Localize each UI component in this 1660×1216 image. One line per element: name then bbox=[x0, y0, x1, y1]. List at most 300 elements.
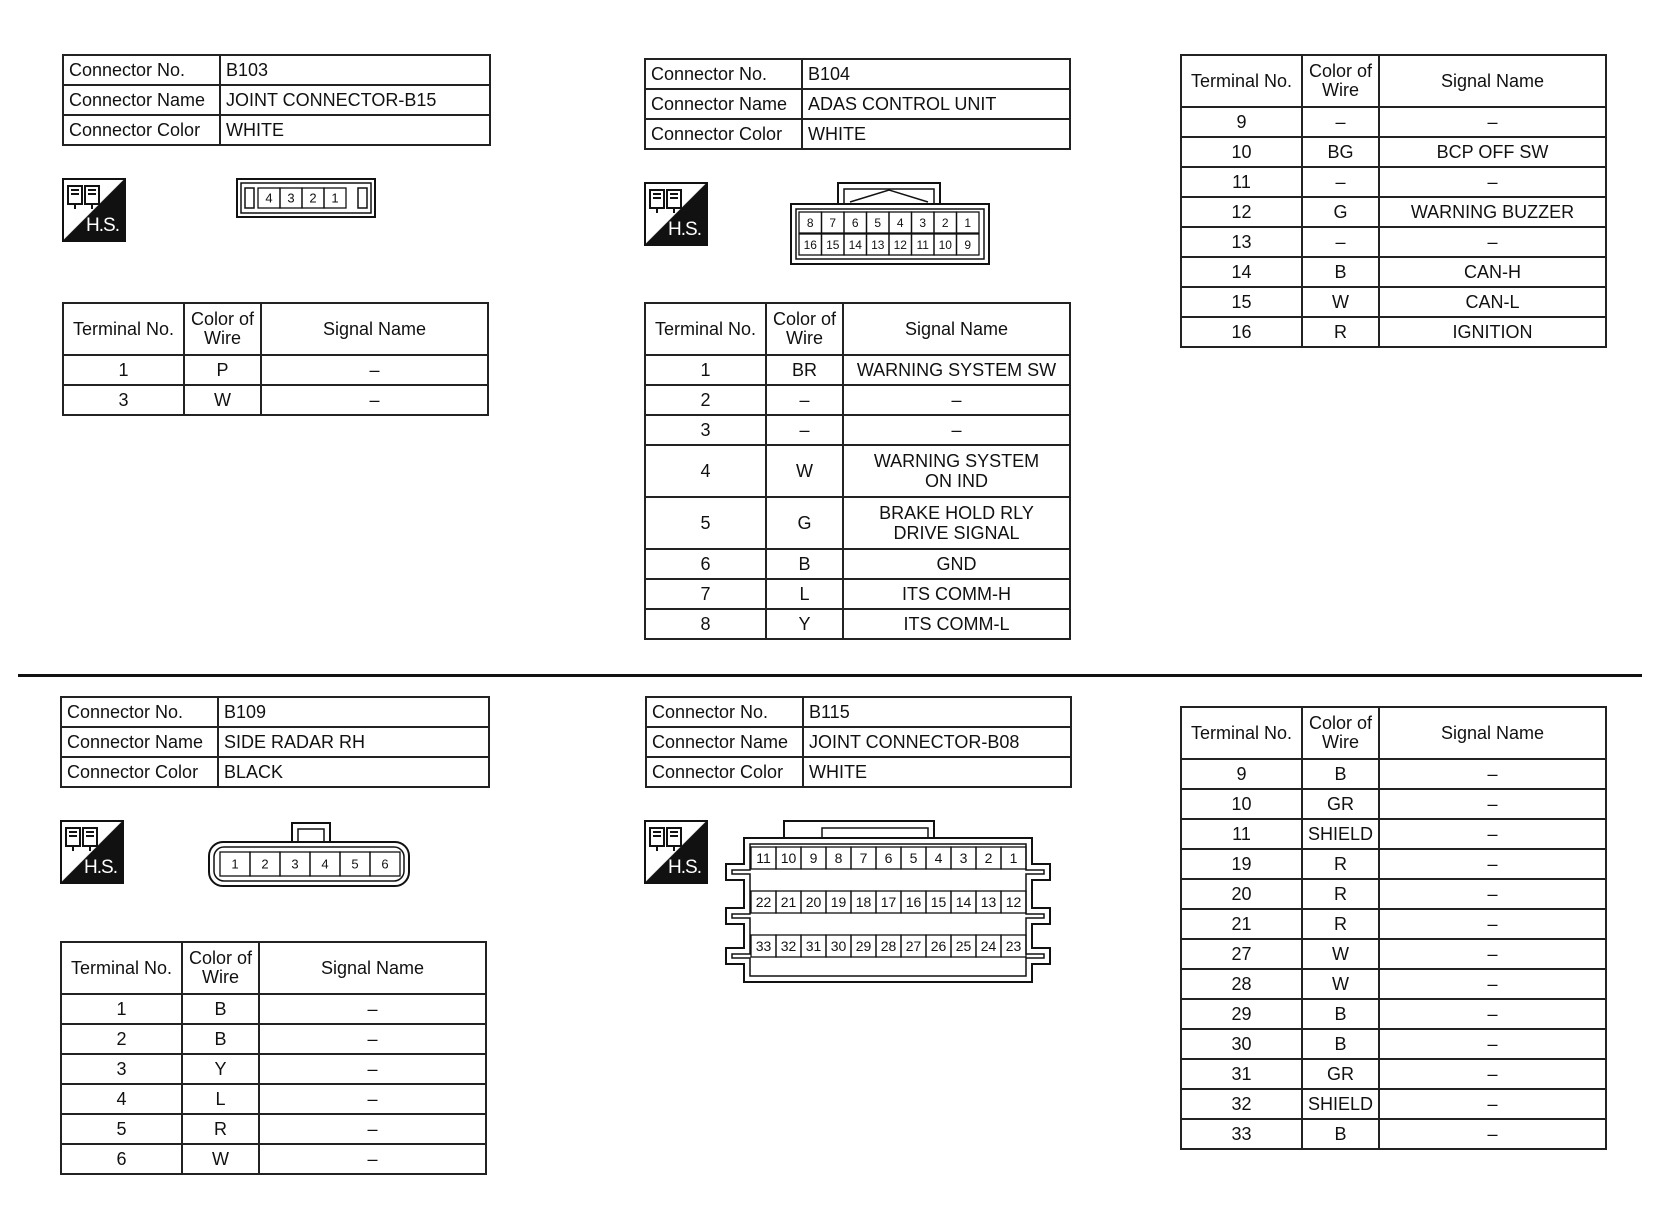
terminal-cell: 1 bbox=[63, 355, 184, 385]
table-row bbox=[1181, 999, 1606, 1029]
pin-number-label: 17 bbox=[880, 894, 897, 911]
signal-cell: – bbox=[1379, 107, 1606, 137]
signal-cell: IGNITION bbox=[1379, 317, 1606, 347]
wire-cell: W bbox=[1302, 287, 1379, 317]
signal-line2: DRIVE SIGNAL bbox=[893, 523, 1020, 543]
wire-cell: W bbox=[1302, 969, 1379, 999]
wire-cell: L bbox=[766, 579, 843, 609]
pin-number-label: 12 bbox=[893, 237, 907, 252]
color-of-wire-line1: Color of bbox=[1308, 713, 1373, 733]
pin-number-label: 15 bbox=[930, 894, 947, 911]
pin-number-label: 24 bbox=[980, 938, 997, 955]
hs-label: H.S. bbox=[668, 219, 701, 240]
pin-number-label: 8 bbox=[806, 215, 814, 230]
b103-connector-no-row bbox=[63, 55, 490, 85]
pin-number-label: 28 bbox=[880, 938, 897, 955]
connector-glyph-icon bbox=[65, 825, 101, 853]
color-of-wire-line2: Wire bbox=[1322, 80, 1359, 100]
table-row bbox=[1181, 849, 1606, 879]
pin-number-label: 7 bbox=[829, 215, 837, 230]
signal-cell: – bbox=[1379, 1059, 1606, 1089]
signal-cell bbox=[843, 497, 1070, 549]
terminal-cell: 4 bbox=[645, 445, 766, 497]
signal-cell: – bbox=[1379, 1119, 1606, 1149]
signal-cell: – bbox=[259, 1144, 486, 1174]
terminal-no-header: Terminal No. bbox=[61, 942, 182, 994]
pin-number-label: 4 bbox=[896, 215, 904, 230]
signal-cell: GND bbox=[843, 549, 1070, 579]
terminal-cell: 6 bbox=[645, 549, 766, 579]
table-row bbox=[645, 415, 1070, 445]
table-row bbox=[1181, 909, 1606, 939]
signal-cell: – bbox=[1379, 167, 1606, 197]
b109-connector-name: SIDE RADAR RH bbox=[218, 727, 489, 757]
connector-no-label: Connector No. bbox=[61, 697, 218, 727]
connector-color-label: Connector Color bbox=[645, 119, 802, 149]
terminal-cell: 3 bbox=[63, 385, 184, 415]
wire-cell: B bbox=[1302, 257, 1379, 287]
signal-cell: – bbox=[259, 1054, 486, 1084]
connector-no-label: Connector No. bbox=[646, 697, 803, 727]
terminal-no-header: Terminal No. bbox=[1181, 707, 1302, 759]
b109-info-table bbox=[60, 696, 490, 788]
pin-number-label: 2 bbox=[261, 856, 269, 872]
pin-number-label: 10 bbox=[780, 850, 797, 867]
table-row bbox=[1181, 969, 1606, 999]
terminal-no-header: Terminal No. bbox=[1181, 55, 1302, 107]
b104-terminal-table-continued bbox=[1180, 54, 1607, 348]
b109-connector-no: B109 bbox=[218, 697, 489, 727]
color-of-wire-header bbox=[1302, 55, 1379, 107]
pin-number-label: 10 bbox=[938, 237, 952, 252]
terminal-cell: 1 bbox=[61, 994, 182, 1024]
wire-cell: SHIELD bbox=[1302, 1089, 1379, 1119]
wire-cell: – bbox=[1302, 107, 1379, 137]
b115-connector-face bbox=[724, 820, 1052, 984]
b104-connector-name: ADAS CONTROL UNIT bbox=[802, 89, 1070, 119]
wire-cell: B bbox=[1302, 1029, 1379, 1059]
b109-harness-side-icon bbox=[60, 820, 124, 884]
signal-name-header: Signal Name bbox=[1379, 55, 1606, 107]
terminal-cell: 10 bbox=[1181, 137, 1302, 167]
b115-connector-no: B115 bbox=[803, 697, 1071, 727]
table-row bbox=[645, 609, 1070, 639]
connector-color-label: Connector Color bbox=[646, 757, 803, 787]
signal-name-header: Signal Name bbox=[261, 303, 488, 355]
color-of-wire-line2: Wire bbox=[202, 967, 239, 987]
signal-cell: – bbox=[1379, 227, 1606, 257]
terminal-cell: 10 bbox=[1181, 789, 1302, 819]
pin-number-label: 29 bbox=[855, 938, 872, 955]
signal-cell: – bbox=[259, 1024, 486, 1054]
b103-connector-face bbox=[236, 178, 376, 218]
wire-cell: L bbox=[182, 1084, 259, 1114]
color-of-wire-line1: Color of bbox=[188, 948, 253, 968]
terminal-cell: 13 bbox=[1181, 227, 1302, 257]
table-row bbox=[1181, 819, 1606, 849]
signal-name-header: Signal Name bbox=[1379, 707, 1606, 759]
signal-cell: ITS COMM-H bbox=[843, 579, 1070, 609]
signal-cell: – bbox=[1379, 819, 1606, 849]
color-of-wire-line2: Wire bbox=[1322, 732, 1359, 752]
wire-cell: R bbox=[1302, 909, 1379, 939]
pin-number-label: 6 bbox=[884, 850, 893, 867]
table-row bbox=[645, 445, 1070, 497]
b104-terminal-table bbox=[644, 302, 1071, 640]
pin-number-label: 18 bbox=[855, 894, 872, 911]
wire-cell: SHIELD bbox=[1302, 819, 1379, 849]
terminal-no-header: Terminal No. bbox=[645, 303, 766, 355]
terminal-cell: 29 bbox=[1181, 999, 1302, 1029]
terminal-cell: 28 bbox=[1181, 969, 1302, 999]
connector-no-label: Connector No. bbox=[645, 59, 802, 89]
signal-cell: – bbox=[1379, 849, 1606, 879]
table-row bbox=[61, 1024, 486, 1054]
pin-number-label: 11 bbox=[916, 237, 929, 252]
wire-cell: W bbox=[1302, 939, 1379, 969]
connector-name-label: Connector Name bbox=[645, 89, 802, 119]
connector-glyph-icon bbox=[67, 183, 103, 211]
table-row bbox=[1181, 1029, 1606, 1059]
terminal-cell: 9 bbox=[1181, 107, 1302, 137]
b115-connector-color: WHITE bbox=[803, 757, 1071, 787]
pin-number-label: 4 bbox=[265, 190, 273, 206]
b104-info-table bbox=[644, 58, 1071, 150]
signal-cell: BCP OFF SW bbox=[1379, 137, 1606, 167]
terminal-cell: 7 bbox=[645, 579, 766, 609]
connector-name-label: Connector Name bbox=[646, 727, 803, 757]
table-row bbox=[1181, 939, 1606, 969]
wire-cell: W bbox=[182, 1144, 259, 1174]
terminal-cell: 5 bbox=[61, 1114, 182, 1144]
pin-number-label: 1 bbox=[1009, 850, 1018, 867]
table-row bbox=[1181, 1089, 1606, 1119]
terminal-cell: 19 bbox=[1181, 849, 1302, 879]
color-of-wire-header bbox=[766, 303, 843, 355]
signal-name-header: Signal Name bbox=[843, 303, 1070, 355]
wire-cell: B bbox=[182, 1024, 259, 1054]
terminal-cell: 30 bbox=[1181, 1029, 1302, 1059]
color-of-wire-header bbox=[184, 303, 261, 355]
pin-number-label: 12 bbox=[1005, 894, 1022, 911]
wire-cell: G bbox=[766, 497, 843, 549]
hs-label: H.S. bbox=[86, 215, 119, 236]
table-row bbox=[645, 579, 1070, 609]
b115-header-row bbox=[1181, 707, 1606, 759]
terminal-cell: 6 bbox=[61, 1144, 182, 1174]
section-divider bbox=[18, 674, 1642, 677]
connector-glyph-icon bbox=[649, 187, 685, 215]
pin-number-label: 3 bbox=[291, 856, 299, 872]
wire-cell: W bbox=[766, 445, 843, 497]
connector-no-label: Connector No. bbox=[63, 55, 220, 85]
b103-connector-name: JOINT CONNECTOR-B15 bbox=[220, 85, 490, 115]
table-row bbox=[1181, 287, 1606, 317]
wire-cell: Y bbox=[182, 1054, 259, 1084]
b103-info-table bbox=[62, 54, 491, 146]
pin-number-label: 4 bbox=[934, 850, 943, 867]
table-row bbox=[1181, 167, 1606, 197]
b109-connector-color-row bbox=[61, 757, 489, 787]
connector-color-label: Connector Color bbox=[63, 115, 220, 145]
wire-cell: R bbox=[1302, 879, 1379, 909]
table-row bbox=[61, 1144, 486, 1174]
terminal-cell: 5 bbox=[645, 497, 766, 549]
terminal-cell: 15 bbox=[1181, 287, 1302, 317]
pin-number-label: 15 bbox=[826, 237, 840, 252]
pin-number-label: 9 bbox=[964, 237, 972, 252]
pin-number-label: 2 bbox=[309, 190, 317, 206]
terminal-cell: 12 bbox=[1181, 197, 1302, 227]
signal-cell: – bbox=[261, 385, 488, 415]
wire-cell: – bbox=[1302, 167, 1379, 197]
wire-cell: B bbox=[1302, 1119, 1379, 1149]
signal-cell: – bbox=[1379, 1089, 1606, 1119]
terminal-cell: 8 bbox=[645, 609, 766, 639]
signal-cell: WARNING SYSTEM SW bbox=[843, 355, 1070, 385]
signal-cell: – bbox=[1379, 789, 1606, 819]
signal-cell: – bbox=[1379, 879, 1606, 909]
b109-connector-name-row bbox=[61, 727, 489, 757]
connector-glyph-icon bbox=[649, 825, 685, 853]
pin-number-label: 16 bbox=[803, 237, 817, 252]
signal-cell: – bbox=[259, 994, 486, 1024]
table-row bbox=[645, 497, 1070, 549]
terminal-cell: 3 bbox=[61, 1054, 182, 1084]
pin-number-label: 26 bbox=[930, 938, 947, 955]
table-row bbox=[61, 1084, 486, 1114]
pin-number-label: 31 bbox=[805, 938, 822, 955]
pin-number-label: 1 bbox=[331, 190, 339, 206]
pin-number-label: 30 bbox=[830, 938, 847, 955]
signal-cell: – bbox=[1379, 999, 1606, 1029]
table-row bbox=[1181, 759, 1606, 789]
b115-connector-name-row bbox=[646, 727, 1071, 757]
wire-cell: Y bbox=[766, 609, 843, 639]
table-row bbox=[63, 355, 488, 385]
terminal-cell: 32 bbox=[1181, 1089, 1302, 1119]
b104-connector-face bbox=[790, 182, 990, 266]
pin-number-label: 21 bbox=[780, 894, 797, 911]
signal-cell: – bbox=[1379, 939, 1606, 969]
color-of-wire-line1: Color of bbox=[190, 309, 255, 329]
connector-name-label: Connector Name bbox=[61, 727, 218, 757]
color-of-wire-line2: Wire bbox=[204, 328, 241, 348]
pin-number-label: 1 bbox=[964, 215, 972, 230]
signal-cell: – bbox=[843, 415, 1070, 445]
b115-connector-no-row bbox=[646, 697, 1071, 727]
wire-cell: R bbox=[182, 1114, 259, 1144]
signal-cell: – bbox=[261, 355, 488, 385]
pin-number-label: 2 bbox=[984, 850, 993, 867]
table-row bbox=[1181, 879, 1606, 909]
pin-number-label: 5 bbox=[351, 856, 359, 872]
pin-number-label: 5 bbox=[874, 215, 882, 230]
signal-cell: ITS COMM-L bbox=[843, 609, 1070, 639]
table-row bbox=[1181, 137, 1606, 167]
wire-cell: G bbox=[1302, 197, 1379, 227]
b115-harness-side-icon bbox=[644, 820, 708, 884]
b115-connector-name: JOINT CONNECTOR-B08 bbox=[803, 727, 1071, 757]
pin-number-label: 13 bbox=[871, 237, 885, 252]
table-row bbox=[1181, 107, 1606, 137]
pin-number-label: 16 bbox=[905, 894, 922, 911]
wire-cell: B bbox=[1302, 999, 1379, 1029]
wire-cell: B bbox=[1302, 759, 1379, 789]
pin-number-label: 3 bbox=[287, 190, 295, 206]
pin-number-label: 23 bbox=[1005, 938, 1022, 955]
b115-info-table bbox=[645, 696, 1072, 788]
wire-cell: BR bbox=[766, 355, 843, 385]
terminal-no-header: Terminal No. bbox=[63, 303, 184, 355]
signal-cell: – bbox=[1379, 909, 1606, 939]
terminal-cell: 16 bbox=[1181, 317, 1302, 347]
signal-cell: – bbox=[1379, 969, 1606, 999]
pin-number-label: 9 bbox=[809, 850, 818, 867]
pin-number-label: 32 bbox=[780, 938, 797, 955]
terminal-cell: 33 bbox=[1181, 1119, 1302, 1149]
wire-cell: R bbox=[1302, 317, 1379, 347]
terminal-cell: 3 bbox=[645, 415, 766, 445]
table-row bbox=[645, 549, 1070, 579]
wire-cell: R bbox=[1302, 849, 1379, 879]
pin-number-label: 19 bbox=[830, 894, 847, 911]
terminal-cell: 2 bbox=[61, 1024, 182, 1054]
table-row bbox=[1181, 317, 1606, 347]
pin-number-label: 2 bbox=[941, 215, 949, 230]
pin-number-label: 6 bbox=[381, 856, 389, 872]
terminal-cell: 27 bbox=[1181, 939, 1302, 969]
signal-cell: CAN-L bbox=[1379, 287, 1606, 317]
table-row bbox=[645, 355, 1070, 385]
wire-cell: B bbox=[182, 994, 259, 1024]
wire-cell: P bbox=[184, 355, 261, 385]
table-row bbox=[1181, 257, 1606, 287]
wire-cell: GR bbox=[1302, 789, 1379, 819]
table-row bbox=[1181, 789, 1606, 819]
pin-number-label: 3 bbox=[959, 850, 968, 867]
connector-name-label: Connector Name bbox=[63, 85, 220, 115]
table-row bbox=[61, 994, 486, 1024]
signal-cell: – bbox=[1379, 759, 1606, 789]
b103-header-row bbox=[63, 303, 488, 355]
b115-connector-color-row bbox=[646, 757, 1071, 787]
pin-number-label: 11 bbox=[756, 850, 771, 867]
pin-number-label: 25 bbox=[955, 938, 972, 955]
hs-label: H.S. bbox=[668, 857, 701, 878]
signal-cell: – bbox=[259, 1114, 486, 1144]
b103-connector-color-row bbox=[63, 115, 490, 145]
b109-header-row bbox=[61, 942, 486, 994]
b109-connector-color: BLACK bbox=[218, 757, 489, 787]
hs-label: H.S. bbox=[84, 857, 117, 878]
table-row bbox=[63, 385, 488, 415]
table-row bbox=[1181, 227, 1606, 257]
wire-cell: BG bbox=[1302, 137, 1379, 167]
b103-connector-name-row bbox=[63, 85, 490, 115]
terminal-cell: 20 bbox=[1181, 879, 1302, 909]
color-of-wire-line2: Wire bbox=[786, 328, 823, 348]
wire-cell: – bbox=[766, 385, 843, 415]
b104-connector-color: WHITE bbox=[802, 119, 1070, 149]
pin-number-label: 4 bbox=[321, 856, 329, 872]
b115-terminal-table bbox=[1180, 706, 1607, 1150]
pin-number-label: 20 bbox=[805, 894, 822, 911]
pin-number-label: 13 bbox=[980, 894, 997, 911]
b109-connector-no-row bbox=[61, 697, 489, 727]
b104-connector-no: B104 bbox=[802, 59, 1070, 89]
signal-line2: ON IND bbox=[925, 471, 988, 491]
terminal-cell: 21 bbox=[1181, 909, 1302, 939]
b104-connector-no-row bbox=[645, 59, 1070, 89]
b109-connector-face bbox=[208, 822, 410, 888]
table-row bbox=[1181, 1059, 1606, 1089]
b103-terminal-table bbox=[62, 302, 489, 416]
pin-number-label: 27 bbox=[905, 938, 922, 955]
b104-connector-color-row bbox=[645, 119, 1070, 149]
table-row bbox=[1181, 1119, 1606, 1149]
signal-cell: – bbox=[1379, 1029, 1606, 1059]
wire-cell: W bbox=[184, 385, 261, 415]
signal-cell: CAN-H bbox=[1379, 257, 1606, 287]
b104-connector-name-row bbox=[645, 89, 1070, 119]
color-of-wire-header bbox=[1302, 707, 1379, 759]
terminal-cell: 1 bbox=[645, 355, 766, 385]
table-row bbox=[61, 1114, 486, 1144]
wire-cell: – bbox=[1302, 227, 1379, 257]
signal-cell: – bbox=[259, 1084, 486, 1114]
pin-number-label: 33 bbox=[755, 938, 772, 955]
terminal-cell: 9 bbox=[1181, 759, 1302, 789]
table-row bbox=[1181, 197, 1606, 227]
pin-number-label: 8 bbox=[834, 850, 843, 867]
pin-number-label: 22 bbox=[755, 894, 772, 911]
b103-connector-no: B103 bbox=[220, 55, 490, 85]
b103-harness-side-icon bbox=[62, 178, 126, 242]
pin-number-label: 1 bbox=[231, 856, 239, 872]
terminal-cell: 11 bbox=[1181, 819, 1302, 849]
b104-harness-side-icon bbox=[644, 182, 708, 246]
color-of-wire-line1: Color of bbox=[772, 309, 837, 329]
wire-cell: GR bbox=[1302, 1059, 1379, 1089]
pin-number-label: 14 bbox=[955, 894, 972, 911]
b109-terminal-table bbox=[60, 941, 487, 1175]
b103-connector-color: WHITE bbox=[220, 115, 490, 145]
table-row bbox=[645, 385, 1070, 415]
b104-header-row bbox=[645, 303, 1070, 355]
signal-cell: – bbox=[843, 385, 1070, 415]
pin-number-label: 6 bbox=[851, 215, 859, 230]
wire-cell: B bbox=[766, 549, 843, 579]
signal-cell: WARNING BUZZER bbox=[1379, 197, 1606, 227]
pin-number-label: 5 bbox=[909, 850, 918, 867]
terminal-cell: 4 bbox=[61, 1084, 182, 1114]
wire-cell: – bbox=[766, 415, 843, 445]
color-of-wire-line1: Color of bbox=[1308, 61, 1373, 81]
terminal-cell: 14 bbox=[1181, 257, 1302, 287]
pin-number-label: 3 bbox=[919, 215, 927, 230]
table-row bbox=[61, 1054, 486, 1084]
terminal-cell: 11 bbox=[1181, 167, 1302, 197]
signal-cell bbox=[843, 445, 1070, 497]
b104-cont-header-row bbox=[1181, 55, 1606, 107]
color-of-wire-header bbox=[182, 942, 259, 994]
connector-color-label: Connector Color bbox=[61, 757, 218, 787]
pin-number-label: 14 bbox=[848, 237, 862, 252]
signal-line1: BRAKE HOLD RLY bbox=[879, 503, 1034, 523]
terminal-cell: 2 bbox=[645, 385, 766, 415]
signal-name-header: Signal Name bbox=[259, 942, 486, 994]
